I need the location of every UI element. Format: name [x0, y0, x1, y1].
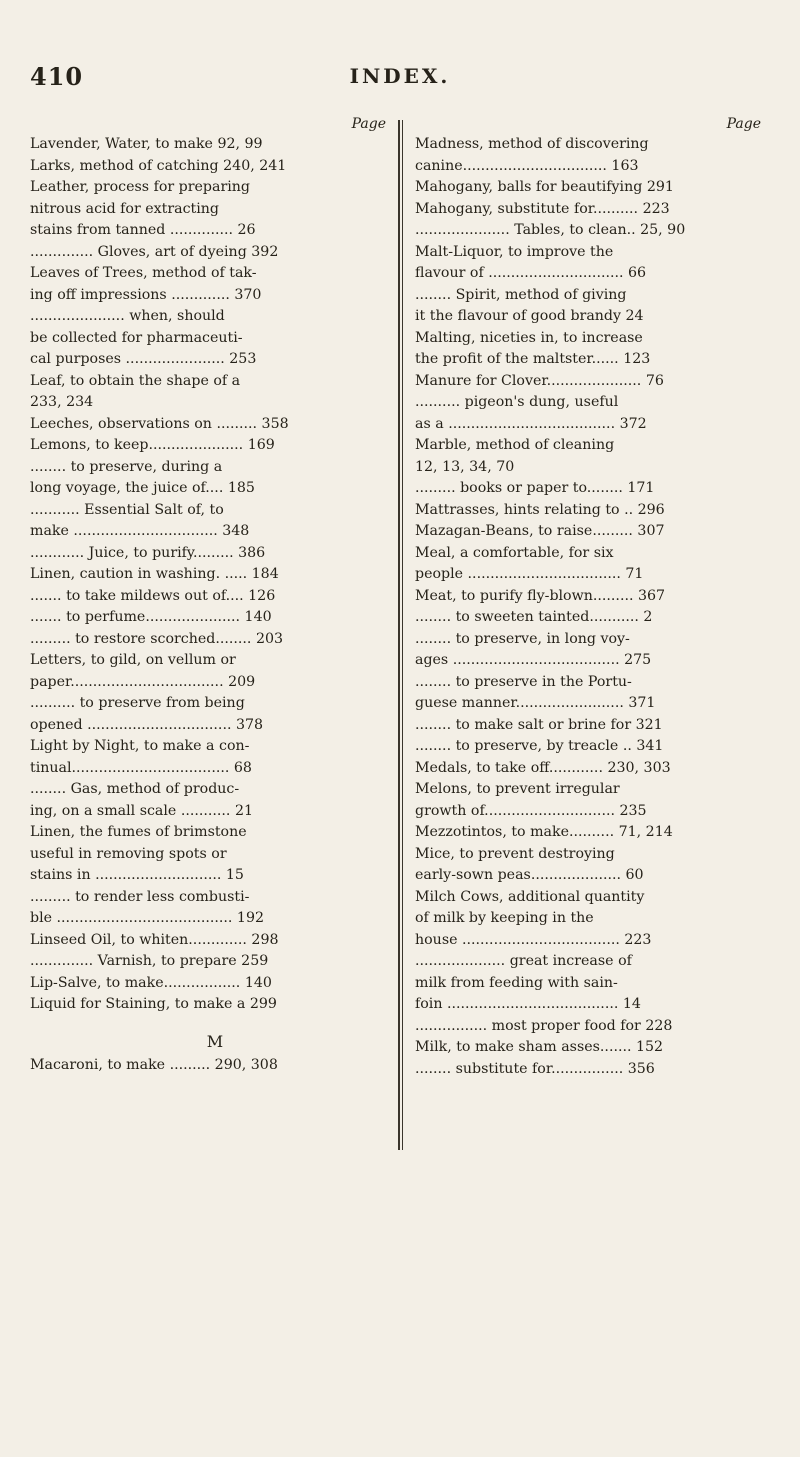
index-line: Mice, to prevent destroying — [415, 845, 615, 862]
index-line: ........ Spirit, method of giving — [415, 286, 627, 303]
index-line: Milch Cows, additional quantity — [415, 888, 645, 905]
index-line: ....... to take mildews out of.... 126 — [30, 587, 276, 604]
column-divider-inner — [402, 120, 403, 1150]
index-line: early-sown peas.................... 60 — [415, 867, 644, 883]
index-line: Letters, to gild, on vellum or — [30, 652, 236, 668]
left-entries — [30, 134, 400, 1016]
index-line: nitrous acid for extracting — [30, 200, 219, 217]
left-column — [30, 116, 400, 1076]
page-column-heading: Page — [351, 116, 386, 132]
index-line: Madness, method of discovering — [415, 136, 649, 152]
index-line: Medals, to take off............ 230, 303 — [415, 759, 671, 776]
index-line: Mattrasses, hints relating to .. 296 — [415, 501, 665, 518]
index-line: ble ....................................... 192 — [30, 910, 264, 926]
index-line: canine................................ 163 — [415, 157, 639, 174]
index-line: Leeches, observations on ......... 358 — [30, 415, 289, 432]
right-entries — [415, 134, 775, 1080]
index-line: people .................................. 71 — [415, 566, 644, 582]
index-line: .................... great increase of — [415, 953, 632, 969]
index-line: .............. Varnish, to prepare 259 — [30, 953, 269, 969]
index-line: Mazagan-Beans, to raise......... 307 — [415, 523, 665, 539]
index-line: ......... books or paper to........ 171 — [415, 480, 655, 496]
index-line: useful in removing spots or — [30, 845, 227, 862]
index-line: stains in ............................ 15 — [30, 867, 244, 883]
running-head: INDEX. — [349, 64, 451, 88]
index-line: Malting, niceties in, to increase — [415, 329, 643, 346]
index-line: Larks, method of catching 240, 241 — [30, 157, 287, 174]
index-line: as a ..................................... 372 — [415, 415, 647, 432]
index-line: Mahogany, substitute for.......... 223 — [415, 200, 670, 217]
index-line: ....... to perfume..................... 140 — [30, 609, 272, 625]
index-line: Lemons, to keep..................... 169 — [30, 437, 275, 453]
index-line: house ................................... 223 — [415, 931, 652, 948]
index-line: ages ..................................... 275 — [415, 652, 652, 668]
index-line: ........ to preserve, in long voy- — [415, 630, 630, 647]
index-line: Meal, a comfortable, for six — [415, 544, 614, 561]
index-line: 12, 13, 34, 70 — [415, 458, 515, 475]
page-column-heading: Page — [726, 116, 761, 132]
index-line: Leaf, to obtain the shape of a — [30, 372, 241, 389]
index-line: .......... to preserve from being — [30, 695, 245, 711]
index-line: .............. Gloves, art of dyeing 392 — [30, 243, 279, 260]
index-line: ........ to sweeten tainted........... 2 — [415, 609, 653, 625]
index-line: ......... to render less combusti- — [30, 888, 250, 905]
index-line: tinual................................... 68 — [30, 759, 252, 776]
index-line: Linen, the fumes of brimstone — [30, 824, 247, 840]
index-line: long voyage, the juice of.... 185 — [30, 480, 255, 496]
right-column — [415, 116, 775, 1080]
index-line: Leather, process for preparing — [30, 179, 250, 195]
index-line: Malt-Liquor, to improve the — [415, 243, 614, 260]
page-number: 410 — [30, 62, 84, 91]
index-line: ......... to restore scorched........ 203 — [30, 630, 284, 647]
index-line: Linseed Oil, to whiten............. 298 — [30, 931, 279, 948]
index-line: Lip-Salve, to make................. 140 — [30, 974, 272, 991]
index-line: growth of............................. 235 — [415, 802, 647, 819]
index-line: the profit of the maltster...... 123 — [415, 351, 651, 367]
index-line: ........ to preserve, during a — [30, 458, 223, 475]
index-line: foin ...................................... 14 — [415, 996, 641, 1012]
index-line: Lavender, Water, to make 92, 99 — [30, 136, 263, 152]
index-line: ing, on a small scale ........... 21 — [30, 802, 254, 819]
page-header — [0, 62, 800, 102]
index-line: Mezzotintos, to make.......... 71, 214 — [415, 824, 673, 840]
index-line: it the flavour of good brandy 24 — [415, 308, 644, 324]
index-line: Light by Night, to make a con- — [30, 738, 250, 754]
index-line: Macaroni, to make ......... 290, 308 — [30, 1056, 278, 1073]
index-line: milk from feeding with sain- — [415, 974, 618, 991]
index-line: ........ Gas, method of produc- — [30, 781, 240, 797]
index-line: ........... Essential Salt of, to — [30, 501, 224, 518]
index-line: ........ to make salt or brine for 321 — [415, 716, 663, 733]
index-line: ........ to preserve in the Portu- — [415, 673, 632, 690]
index-line: guese manner........................ 371 — [415, 695, 656, 711]
index-line: ing off impressions ............. 370 — [30, 286, 262, 303]
index-line: stains from tanned .............. 26 — [30, 222, 256, 238]
index-line: be collected for pharmaceuti- — [30, 329, 243, 346]
index-line: opened ................................ 378 — [30, 716, 264, 733]
index-line: Manure for Clover..................... 76 — [415, 372, 664, 389]
index-line: ..................... Tables, to clean.. 25, 90 — [415, 222, 686, 238]
index-line: ........ to preserve, by treacle .. 341 — [415, 738, 664, 754]
index-line: Meat, to purify fly-blown......... 367 — [415, 587, 666, 604]
index-line: flavour of .............................. 66 — [415, 265, 647, 281]
index-line: ........ substitute for................ 356 — [415, 1060, 655, 1077]
index-line: ................ most proper food for 228 — [415, 1017, 673, 1034]
index-line: 233, 234 — [30, 394, 94, 410]
index-line: ..................... when, should — [30, 308, 225, 324]
index-line: Liquid for Staining, to make a 299 — [30, 996, 277, 1012]
index-line: cal purposes ...................... 253 — [30, 351, 257, 367]
index-line: Leaves of Trees, method of tak- — [30, 265, 257, 281]
index-line: Milk, to make sham asses....... 152 — [415, 1039, 664, 1055]
index-line: make ................................ 348 — [30, 523, 250, 539]
index-line: paper.................................. 209 — [30, 673, 256, 690]
left-entries-after-letter — [30, 1055, 400, 1077]
index-line: of milk by keeping in the — [415, 910, 594, 926]
index-line: ............ Juice, to purify......... 386 — [30, 544, 266, 561]
index-line: Mahogany, balls for beautifying 291 — [415, 179, 674, 195]
letter-heading: M — [206, 1031, 224, 1051]
index-line: .......... pigeon's dung, useful — [415, 394, 619, 410]
index-line: Linen, caution in washing. ..... 184 — [30, 566, 279, 582]
index-line: Marble, method of cleaning — [415, 437, 615, 453]
index-line: Melons, to prevent irregular — [415, 781, 620, 797]
